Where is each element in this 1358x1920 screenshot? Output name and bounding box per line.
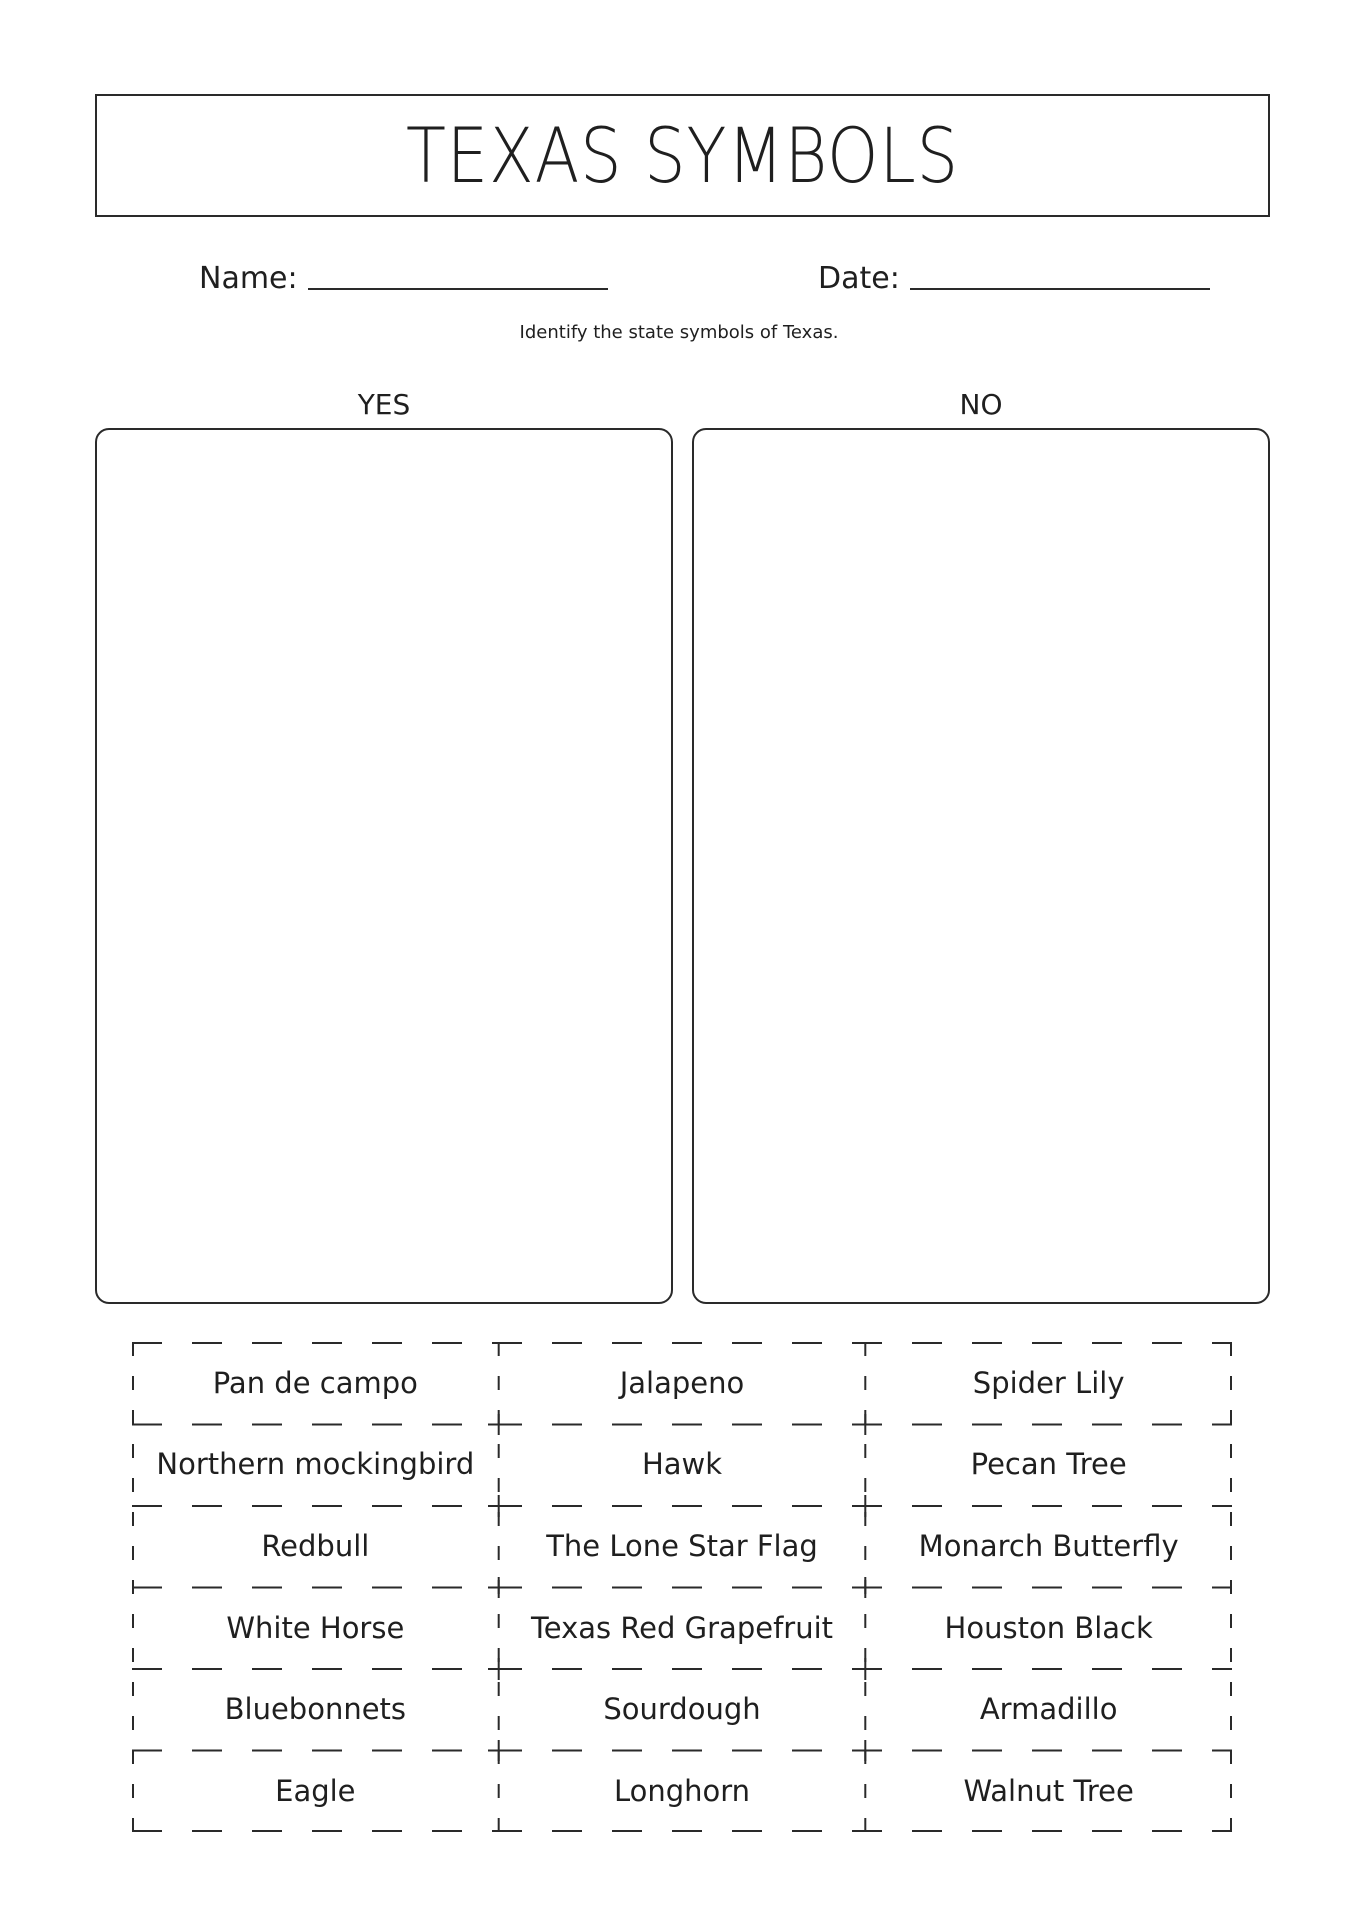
card-grid [132, 1342, 1232, 1832]
yes-heading: YES [357, 388, 411, 421]
title-box [95, 94, 1270, 217]
card-pan-de-campo[interactable]: Pan de campo [212, 1365, 418, 1400]
card-pecan-tree[interactable]: Pecan Tree [970, 1447, 1127, 1482]
card-houston-black[interactable]: Houston Black [944, 1610, 1153, 1645]
date-field[interactable] [818, 256, 1210, 296]
name-field[interactable] [199, 256, 608, 296]
instructions: Identify the state symbols of Texas. [519, 322, 839, 343]
card-lone-star-flag[interactable]: The Lone Star Flag [546, 1529, 818, 1564]
no-box[interactable] [692, 428, 1270, 1304]
card-eagle[interactable]: Eagle [275, 1774, 356, 1809]
card-walnut-tree[interactable]: Walnut Tree [963, 1774, 1134, 1809]
name-label: Name: [199, 261, 298, 296]
date-line[interactable] [910, 288, 1210, 290]
card-hawk[interactable]: Hawk [641, 1447, 723, 1482]
card-longhorn[interactable]: Longhorn [613, 1774, 751, 1809]
no-heading: NO [959, 388, 1003, 421]
name-line[interactable] [308, 288, 608, 290]
page-title: TEXAS SYMBOLS [406, 111, 959, 200]
card-sourdough[interactable]: Sourdough [603, 1692, 761, 1727]
card-northern-mockingbird[interactable]: Northern mockingbird [156, 1447, 475, 1482]
yes-box[interactable] [95, 428, 673, 1304]
card-white-horse[interactable]: White Horse [226, 1610, 405, 1645]
cut-out-cards [132, 1342, 1232, 1832]
card-spider-lily[interactable]: Spider Lily [972, 1365, 1125, 1400]
card-texas-red-grapefruit[interactable]: Texas Red Grapefruit [530, 1610, 834, 1645]
card-redbull[interactable]: Redbull [261, 1529, 370, 1564]
date-label: Date: [818, 261, 900, 296]
card-armadillo[interactable]: Armadillo [979, 1692, 1118, 1727]
card-bluebonnets[interactable]: Bluebonnets [224, 1692, 407, 1727]
card-monarch-butterfly[interactable]: Monarch Butterfly [918, 1529, 1179, 1564]
card-jalapeno[interactable]: Jalapeno [619, 1365, 745, 1400]
